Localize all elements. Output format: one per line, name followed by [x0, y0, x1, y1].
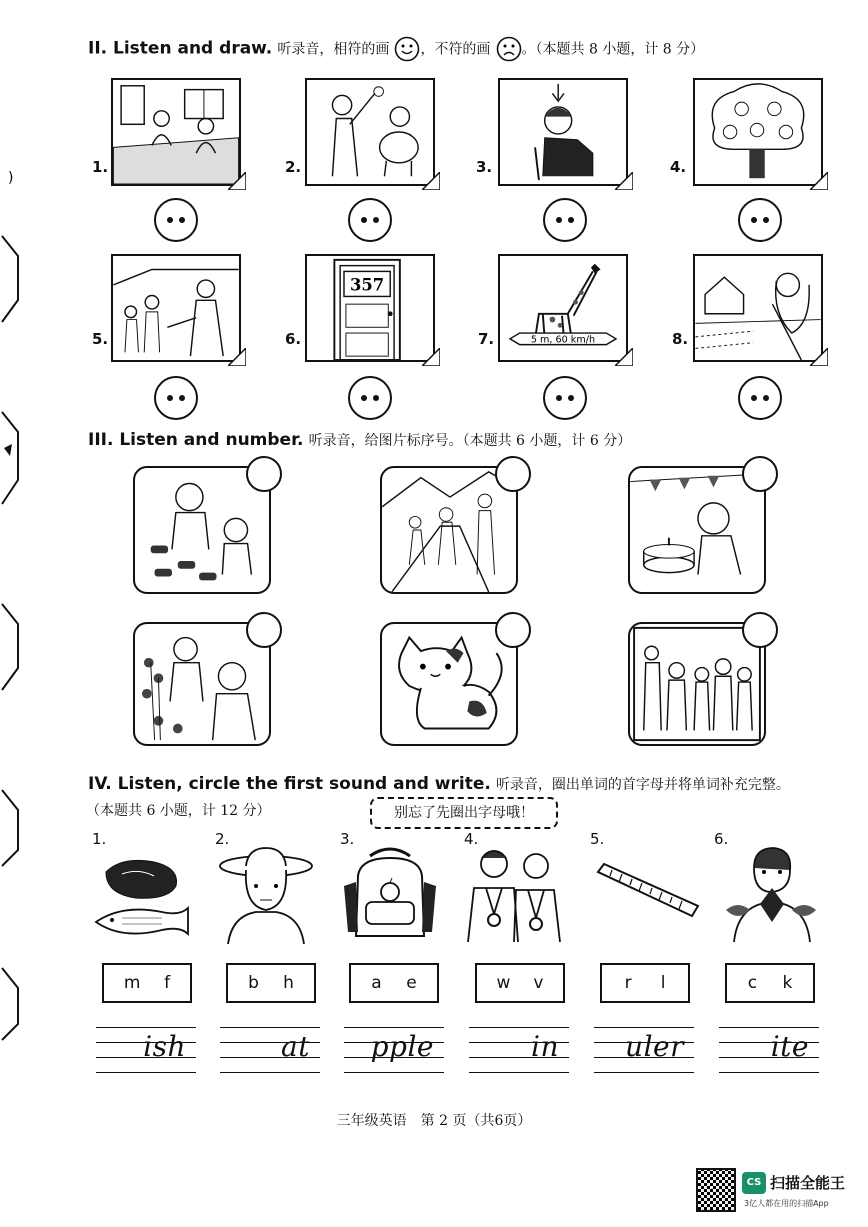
section-4-title: IV. Listen, circle the first sound and write. 听录音，圈出单词的首字母并将单词补充完整。 [88, 774, 790, 794]
item-number: 1. [92, 158, 109, 176]
page-curl-icon [228, 172, 246, 190]
item-number: 5. [92, 330, 109, 348]
letter-option[interactable]: f [164, 973, 171, 993]
picture-backpack [340, 846, 440, 944]
writing-lines-6[interactable] [719, 1025, 819, 1077]
page-curl-icon [228, 348, 246, 366]
letter-option[interactable]: e [406, 973, 417, 993]
answer-face-6[interactable] [348, 376, 392, 420]
item-number: 3. [340, 830, 355, 848]
letter-choice-box-1[interactable] [102, 963, 192, 1003]
brand-tagline: 3亿人都在用的扫描App [744, 1199, 829, 1208]
number-circle-6[interactable] [742, 612, 778, 648]
picture-family-hiking [380, 466, 518, 594]
letter-option[interactable]: v [533, 973, 544, 993]
door-number: 357 [350, 275, 385, 295]
item-number: 5. [590, 830, 605, 848]
answer-face-8[interactable] [738, 376, 782, 420]
page-footer: 三年级英语 第 2 页（共6页） [336, 1113, 532, 1129]
letter-option[interactable]: h [283, 973, 294, 993]
answer-face-1[interactable] [154, 198, 198, 242]
letter-option[interactable]: m [123, 973, 141, 993]
page-curl-icon [615, 172, 633, 190]
picture-boy-sitting [498, 78, 628, 186]
page-curl-icon [615, 348, 633, 366]
writing-lines-4[interactable] [469, 1025, 569, 1077]
picture-door [305, 254, 435, 362]
number-circle-1[interactable] [246, 456, 282, 492]
picture-meat-and-fish [92, 852, 197, 944]
word-ending: at [281, 1030, 310, 1063]
giraffe-label: 5 m, 60 km/h [530, 334, 596, 346]
answer-face-4[interactable] [738, 198, 782, 242]
word-ending: ite [770, 1030, 809, 1063]
binding-margin-marks [0, 0, 30, 1227]
page-curl-icon [810, 172, 828, 190]
item-number: 1. [92, 830, 107, 848]
answer-face-7[interactable] [543, 376, 587, 420]
letter-choice-box-2[interactable] [226, 963, 316, 1003]
letter-option[interactable]: r [624, 973, 632, 993]
number-circle-2[interactable] [495, 456, 531, 492]
scanner-watermark [696, 1168, 864, 1218]
item-number: 6. [714, 830, 729, 848]
picture-children-and-mother [111, 254, 241, 362]
letter-option[interactable]: w [496, 973, 511, 993]
number-circle-4[interactable] [246, 612, 282, 648]
page-curl-icon [422, 172, 440, 190]
picture-boys-with-medals [464, 844, 564, 944]
number-circle-3[interactable] [742, 456, 778, 492]
writing-lines-5[interactable] [594, 1025, 694, 1077]
picture-ruler [592, 862, 702, 932]
letter-choice-box-5[interactable] [600, 963, 690, 1003]
letter-choice-box-4[interactable] [475, 963, 565, 1003]
qr-code-icon [696, 1168, 736, 1212]
number-circle-5[interactable] [495, 612, 531, 648]
picture-boy-with-kite [720, 844, 820, 944]
sad-face-icon [496, 36, 522, 62]
brand-name: 扫描全能王 [770, 1174, 846, 1192]
picture-classroom-counter [111, 78, 241, 186]
item-number: 2. [215, 830, 230, 848]
item-number: 6. [285, 330, 302, 348]
reminder-note: 别忘了先圈出字母哦！ [370, 797, 558, 829]
page-curl-icon [422, 348, 440, 366]
word-ending: pple [370, 1030, 434, 1063]
picture-boy-and-dog [305, 78, 435, 186]
picture-giraffe [498, 254, 628, 362]
page-curl-icon [810, 348, 828, 366]
letter-choice-box-6[interactable] [725, 963, 815, 1003]
section-2-title: II. Listen and draw. 听录音，相符的画 ，不符的画 。（本题共 8 小题，计 8 分） [88, 36, 704, 62]
word-ending: in [531, 1030, 559, 1063]
answer-face-2[interactable] [348, 198, 392, 242]
brand-logo: CS [742, 1172, 766, 1194]
item-number: 3. [476, 158, 493, 176]
picture-girl-smelling-flowers [693, 254, 823, 362]
letter-option[interactable]: a [371, 973, 382, 993]
section-4-subtitle: （本题共 6 小题，计 12 分） [86, 803, 271, 819]
letter-choice-box-3[interactable] [349, 963, 439, 1003]
letter-option[interactable]: b [248, 973, 259, 993]
letter-option[interactable]: k [782, 973, 793, 993]
item-number: 2. [285, 158, 302, 176]
writing-lines-2[interactable] [220, 1025, 320, 1077]
picture-man-with-hat [216, 846, 316, 944]
answer-face-5[interactable] [154, 376, 198, 420]
letter-option[interactable]: l [660, 973, 666, 993]
svg-text:): ) [8, 170, 14, 186]
word-ending: uler [625, 1030, 684, 1063]
section-3-title: III. Listen and number. 听录音，给图片标序号。（本题共 6 小题，计 6 分） [88, 430, 632, 450]
item-number: 4. [670, 158, 687, 176]
smile-face-icon [394, 36, 420, 62]
picture-cat [380, 622, 518, 746]
writing-lines-3[interactable] [344, 1025, 444, 1077]
answer-face-3[interactable] [543, 198, 587, 242]
word-ending: ish [143, 1030, 186, 1063]
item-number: 7. [478, 330, 495, 348]
picture-family-tree [693, 78, 823, 186]
item-number: 8. [672, 330, 689, 348]
letter-option[interactable]: c [747, 973, 758, 993]
writing-lines-1[interactable] [96, 1025, 196, 1077]
item-number: 4. [464, 830, 479, 848]
